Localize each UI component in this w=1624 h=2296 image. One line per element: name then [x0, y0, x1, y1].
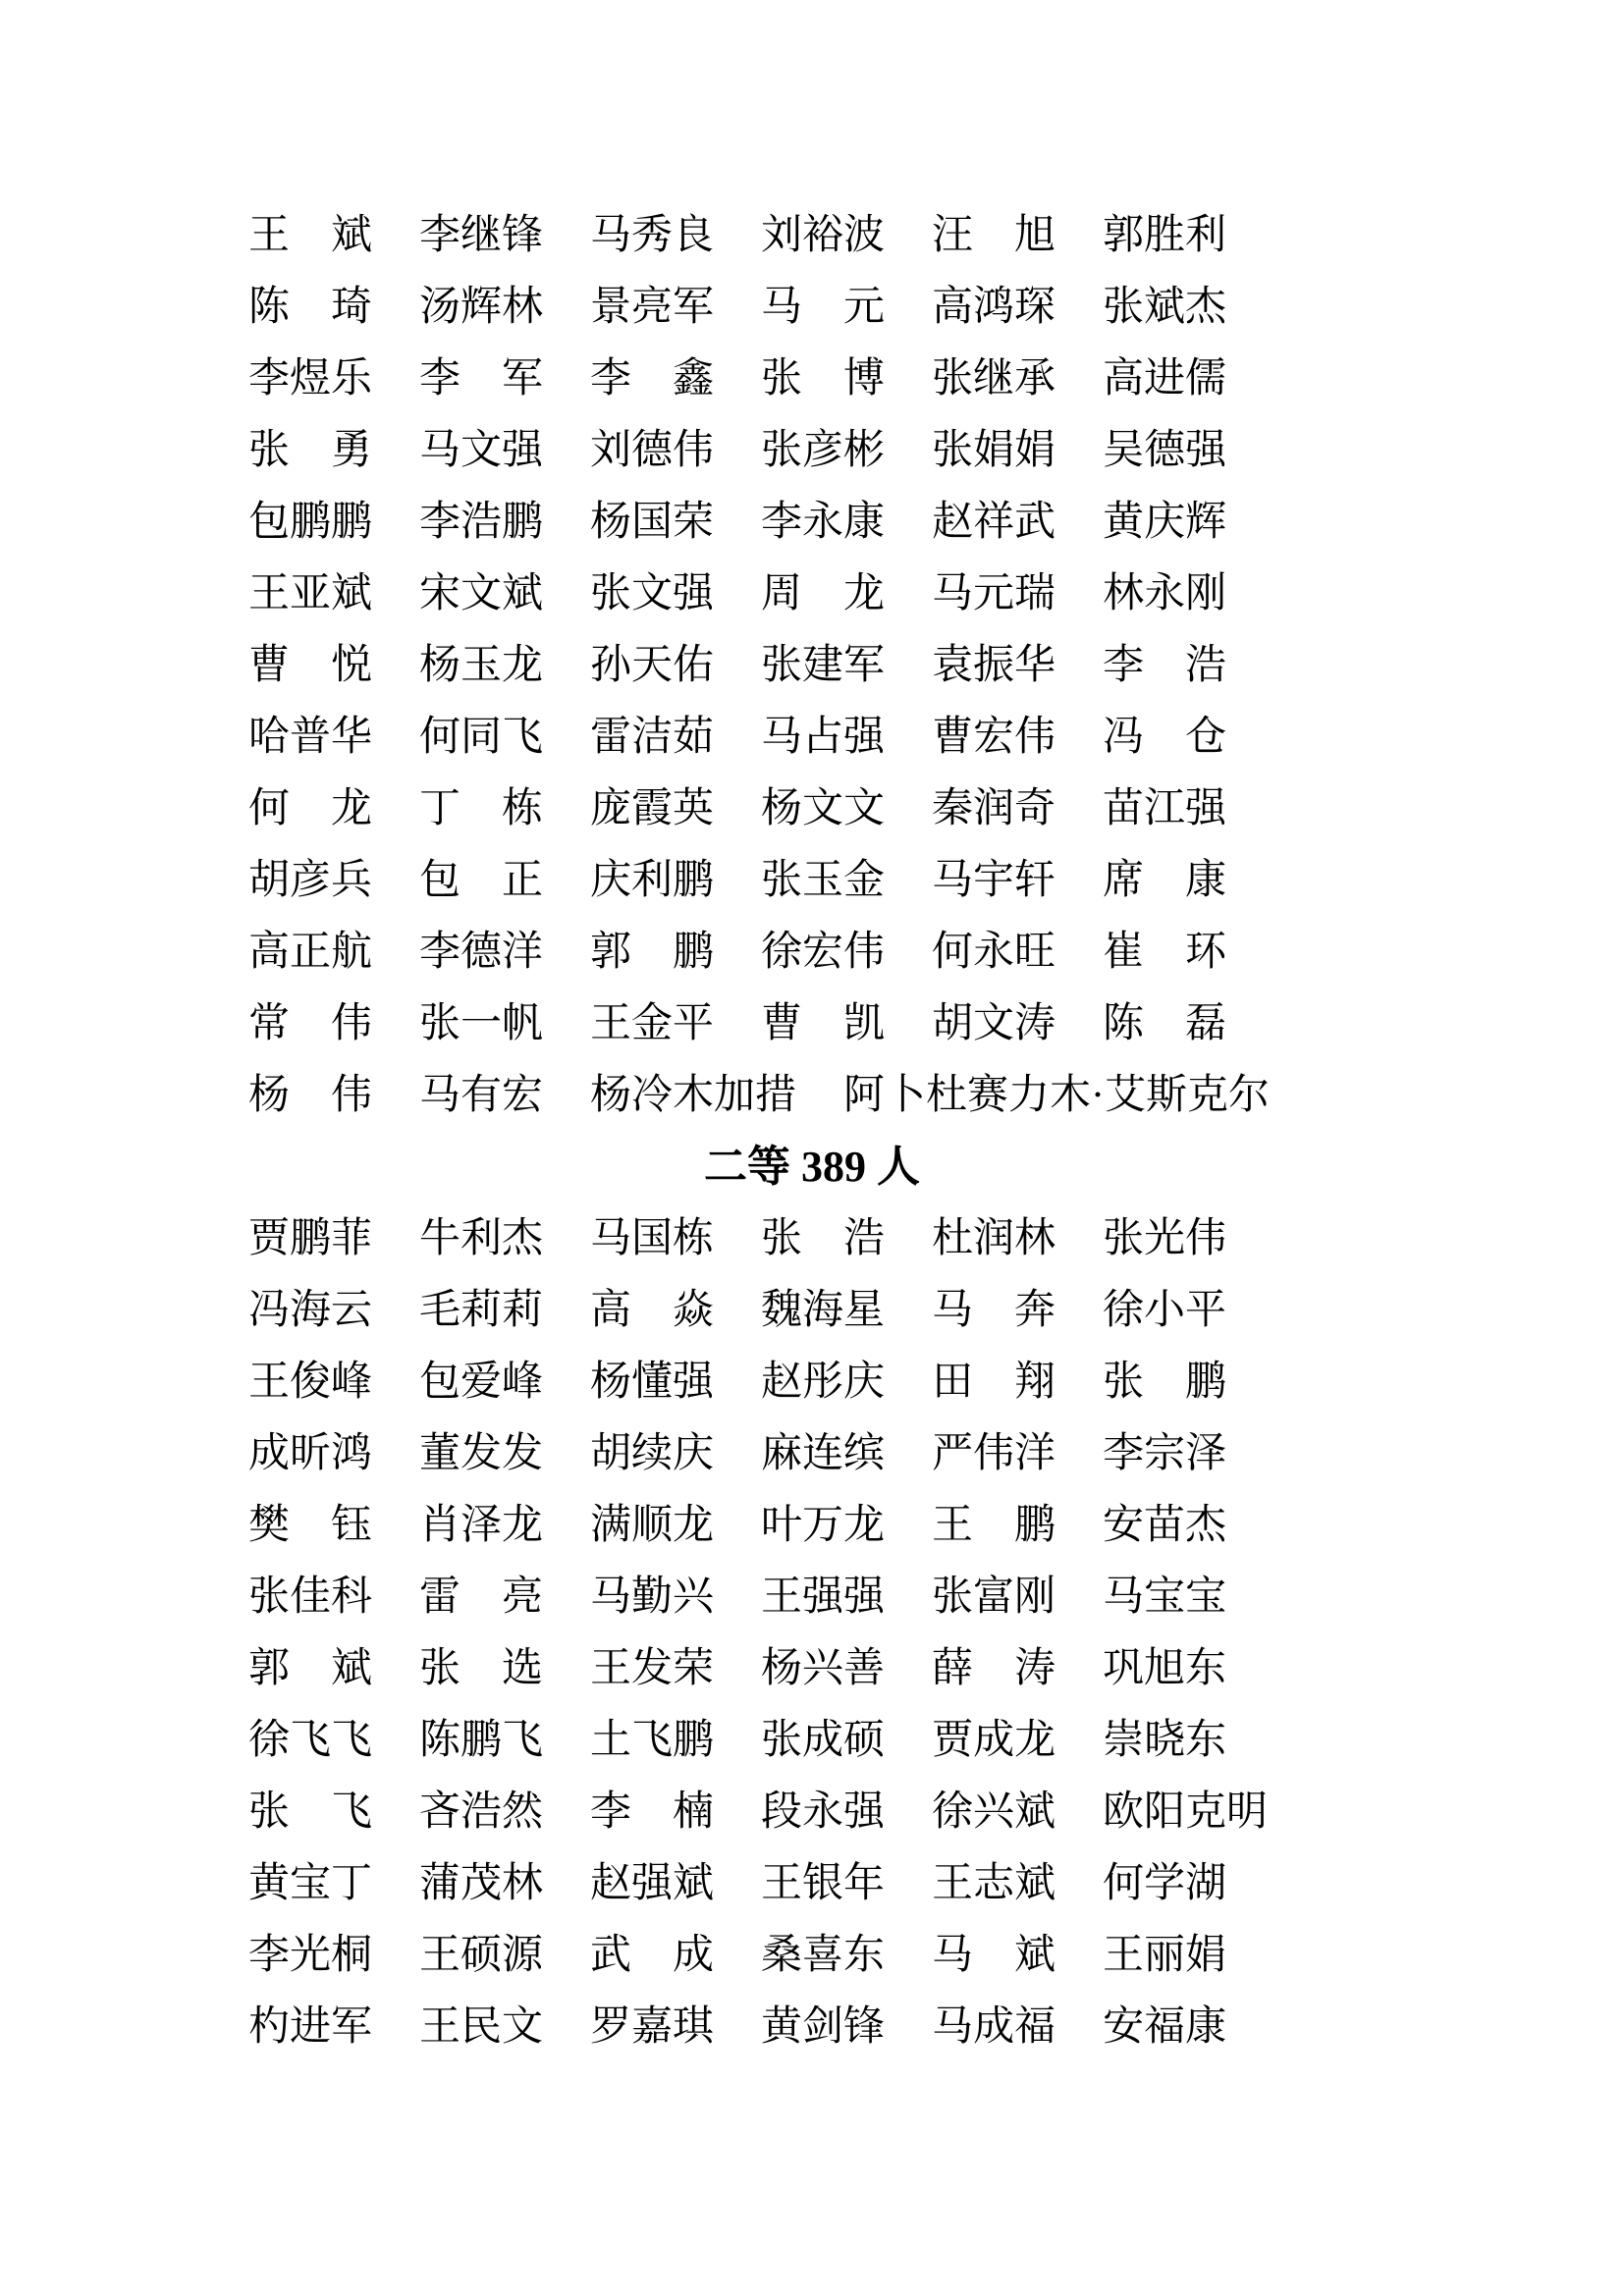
person-name: 王金平: [590, 1000, 715, 1046]
person-name: 黄剑锋: [761, 2003, 886, 2050]
person-name: 吝浩然: [419, 1789, 544, 1835]
person-name: 王俊峰: [248, 1359, 373, 1405]
person-name: 成昕鸿: [248, 1430, 373, 1476]
person-name: 李鑫: [590, 355, 715, 401]
person-name: 蒲茂林: [419, 1860, 544, 1906]
person-name: 景亮军: [590, 284, 715, 330]
person-name: 张文强: [590, 570, 715, 616]
person-name: 马占强: [761, 714, 886, 760]
person-name: 杜润林: [932, 1215, 1056, 1261]
name-row: [248, 271, 1624, 343]
person-name: 马秀良: [590, 212, 715, 258]
person-name: 林永刚: [1103, 570, 1227, 616]
person-name: 张成硕: [761, 1717, 886, 1763]
person-name: 罗嘉琪: [590, 2003, 715, 2050]
name-row: [248, 486, 1624, 558]
person-name: 董发发: [419, 1430, 544, 1476]
person-name: 武成: [590, 1932, 715, 1978]
person-name: 庆利鹏: [590, 857, 715, 903]
person-name: 杓进军: [248, 2003, 373, 2050]
person-name: 包正: [419, 857, 544, 903]
person-name: 贾成龙: [932, 1717, 1056, 1763]
person-name: 曹悦: [248, 642, 372, 688]
person-name: 陈磊: [1103, 1000, 1227, 1046]
person-name: 汤辉林: [419, 284, 544, 330]
second-class-heading: 二等 389 人: [704, 1142, 920, 1191]
name-row: [248, 844, 1624, 916]
person-name: 张飞: [248, 1789, 372, 1835]
person-name: 薛涛: [932, 1645, 1056, 1691]
person-name: 李光桐: [248, 1932, 373, 1978]
name-row: [248, 1919, 1624, 1991]
person-name: 李煜乐: [248, 355, 373, 401]
person-name: 张建军: [761, 642, 886, 688]
person-name: 崇晓东: [1103, 1717, 1227, 1763]
name-row: [248, 343, 1624, 414]
person-name: 叶万龙: [761, 1502, 886, 1548]
person-name: 严伟洋: [932, 1430, 1056, 1476]
person-name: 崔环: [1103, 929, 1227, 975]
person-name: 赵祥武: [932, 499, 1056, 545]
name-row: [248, 1991, 1624, 2062]
person-name: 李浩鹏: [419, 499, 544, 545]
person-name: 土飞鹏: [590, 1717, 715, 1763]
person-name: 李军: [419, 355, 544, 401]
person-name: 郭胜利: [1103, 212, 1227, 258]
person-name: 陈鹏飞: [419, 1717, 544, 1763]
name-row: [248, 1704, 1624, 1776]
person-name: 马宝宝: [1103, 1574, 1227, 1620]
name-row: [248, 1776, 1624, 1847]
person-name: 李宗泽: [1103, 1430, 1227, 1476]
person-name: 高进儒: [1103, 355, 1227, 401]
person-name: 郭斌: [248, 1645, 372, 1691]
person-name: 冯仓: [1103, 714, 1227, 760]
person-name: 马成福: [932, 2003, 1056, 2050]
name-row: [248, 773, 1624, 844]
person-name: 马国栋: [590, 1215, 715, 1261]
person-name: 曹宏伟: [932, 714, 1056, 760]
person-name: 魏海星: [761, 1287, 886, 1333]
person-name: 安苗杰: [1103, 1502, 1227, 1548]
person-name: 牛利杰: [419, 1215, 544, 1261]
name-row: [248, 988, 1624, 1059]
person-name: 麻连缤: [761, 1430, 886, 1476]
person-name: 何学湖: [1103, 1860, 1227, 1906]
name-row: [248, 1274, 1624, 1346]
name-row: [248, 916, 1624, 988]
person-name: 李浩: [1103, 642, 1227, 688]
name-row: [248, 1202, 1624, 1274]
person-name: 张光伟: [1103, 1215, 1227, 1261]
person-name: 马斌: [932, 1932, 1056, 1978]
person-name: 王鹏: [932, 1502, 1056, 1548]
person-name: 张斌杰: [1103, 284, 1227, 330]
person-name: 张一帆: [419, 1000, 544, 1046]
person-name: 丁栋: [419, 785, 543, 831]
person-name: 高焱: [590, 1287, 715, 1333]
person-name: 李德洋: [419, 929, 544, 975]
second-class-name-list: [248, 1202, 1624, 2062]
person-name: 张选: [419, 1645, 543, 1691]
person-name: 黄宝丁: [248, 1860, 373, 1906]
person-name: 秦润奇: [932, 785, 1056, 831]
person-name: 雷亮: [419, 1574, 544, 1620]
person-name: 刘德伟: [590, 427, 715, 473]
person-name: 安福康: [1103, 2003, 1227, 2050]
person-name: 王发荣: [590, 1645, 715, 1691]
person-name: 杨伟: [248, 1072, 372, 1118]
first-class-name-list: [248, 199, 1624, 1131]
person-name: 周龙: [761, 570, 886, 616]
person-name: 阿卜杜赛力木·艾斯克尔: [843, 1072, 1271, 1118]
person-name: 张玉金: [761, 857, 886, 903]
name-row: [248, 1059, 1624, 1131]
person-name: 桑喜东: [761, 1932, 886, 1978]
person-name: 徐宏伟: [761, 929, 886, 975]
person-name: 杨兴善: [761, 1645, 886, 1691]
person-name: 张富刚: [932, 1574, 1056, 1620]
person-name: 樊钰: [248, 1502, 372, 1548]
person-name: 高正航: [248, 929, 373, 975]
person-name: 包爱峰: [419, 1359, 544, 1405]
name-row: [248, 629, 1624, 701]
person-name: 李永康: [761, 499, 886, 545]
person-name: 张彦彬: [761, 427, 886, 473]
name-row: [248, 1346, 1624, 1417]
person-name: 欧阳克明: [1103, 1789, 1269, 1835]
person-name: 马宇轩: [932, 857, 1056, 903]
person-name: 何龙: [248, 785, 372, 831]
person-name: 赵彤庆: [761, 1359, 886, 1405]
person-name: 马元: [761, 284, 886, 330]
name-row: [248, 1417, 1624, 1489]
person-name: 袁振华: [932, 642, 1056, 688]
person-name: 黄庆辉: [1103, 499, 1227, 545]
person-name: 曹凯: [761, 1000, 886, 1046]
person-name: 张浩: [761, 1215, 886, 1261]
person-name: 陈琦: [248, 284, 372, 330]
person-name: 马有宏: [419, 1072, 544, 1118]
person-name: 胡文涛: [932, 1000, 1056, 1046]
person-name: 王银年: [761, 1860, 886, 1906]
person-name: 孙天佑: [590, 642, 715, 688]
person-name: 冯海云: [248, 1287, 373, 1333]
person-name: 段永强: [761, 1789, 886, 1835]
person-name: 吴德强: [1103, 427, 1227, 473]
name-row: [248, 701, 1624, 773]
person-name: 毛莉莉: [419, 1287, 544, 1333]
person-name: 马勤兴: [590, 1574, 715, 1620]
person-name: 席康: [1103, 857, 1227, 903]
person-name: 杨玉龙: [419, 642, 544, 688]
person-name: 张佳科: [248, 1574, 373, 1620]
person-name: 包鹏鹏: [248, 499, 373, 545]
person-name: 王民文: [419, 2003, 544, 2050]
person-name: 巩旭东: [1103, 1645, 1227, 1691]
person-name: 郭鹏: [590, 929, 715, 975]
person-name: 胡续庆: [590, 1430, 715, 1476]
person-name: 王斌: [248, 212, 372, 258]
person-name: 王强强: [761, 1574, 886, 1620]
person-name: 王丽娟: [1103, 1932, 1227, 1978]
person-name: 张鹏: [1103, 1359, 1227, 1405]
name-row: [248, 1847, 1624, 1919]
person-name: 宋文斌: [419, 570, 544, 616]
person-name: 徐飞飞: [248, 1717, 373, 1763]
name-row: [248, 199, 1624, 271]
person-name: 杨文文: [761, 785, 886, 831]
person-name: 王志斌: [932, 1860, 1056, 1906]
person-name: 徐小平: [1103, 1287, 1227, 1333]
name-row: [248, 1489, 1624, 1561]
person-name: 雷洁茹: [590, 714, 715, 760]
person-name: 庞霞英: [590, 785, 715, 831]
person-name: 张继承: [932, 355, 1056, 401]
person-name: 王亚斌: [248, 570, 373, 616]
person-name: 徐兴斌: [932, 1789, 1056, 1835]
person-name: 杨国荣: [590, 499, 715, 545]
person-name: 王硕源: [419, 1932, 544, 1978]
person-name: 马文强: [419, 427, 544, 473]
person-name: 胡彦兵: [248, 857, 373, 903]
person-name: 刘裕波: [761, 212, 886, 258]
person-name: 张勇: [248, 427, 372, 473]
person-name: 贾鹏菲: [248, 1215, 373, 1261]
person-name: 肖泽龙: [419, 1502, 544, 1548]
person-name: 何同飞: [419, 714, 544, 760]
name-row: [248, 1632, 1624, 1704]
person-name: 哈普华: [248, 714, 373, 760]
person-name: 张博: [761, 355, 886, 401]
name-row: [248, 1561, 1624, 1632]
person-name: 赵强斌: [590, 1860, 715, 1906]
person-name: 高鸿琛: [932, 284, 1056, 330]
name-row: [248, 558, 1624, 629]
person-name: 马元瑞: [932, 570, 1056, 616]
person-name: 张娟娟: [932, 427, 1056, 473]
person-name: 李楠: [590, 1789, 715, 1835]
person-name: 满顺龙: [590, 1502, 715, 1548]
person-name: 汪旭: [932, 212, 1056, 258]
person-name: 苗江强: [1103, 785, 1227, 831]
name-row: [248, 414, 1624, 486]
person-name: 马奔: [932, 1287, 1056, 1333]
person-name: 常伟: [248, 1000, 372, 1046]
person-name: 田翔: [932, 1359, 1056, 1405]
person-name: 何永旺: [932, 929, 1056, 975]
person-name: 杨冷木加措: [590, 1072, 797, 1118]
person-name: 杨懂强: [590, 1359, 715, 1405]
person-name: 李继锋: [419, 212, 544, 258]
